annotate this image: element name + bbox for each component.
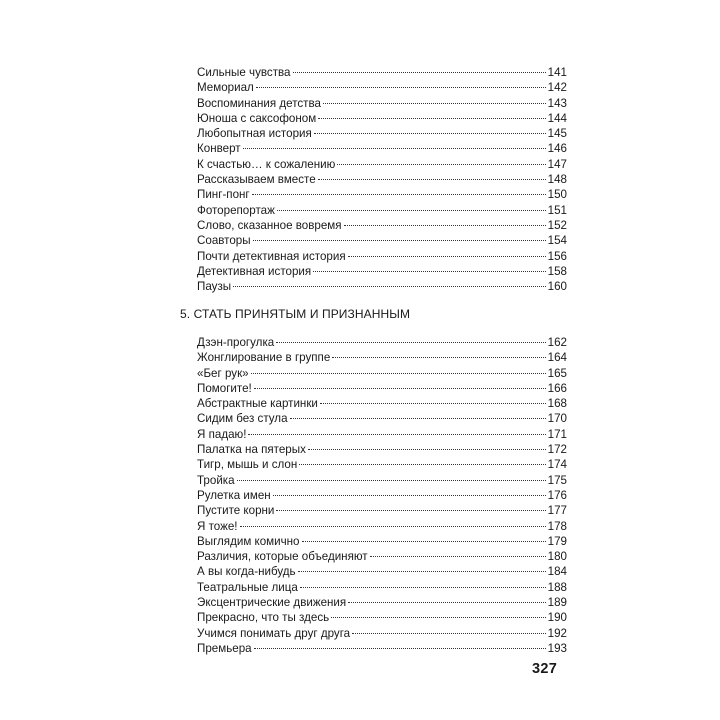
dot-leader [276,330,545,343]
toc-entry-title: Конверт [197,142,241,156]
toc-entry-title: Слово, сказанное вовремя [197,218,342,232]
toc-entry-page: 184 [547,565,567,579]
dot-leader [253,228,546,241]
toc-entry-title: Жонглирование в группе [197,351,331,365]
toc-entry-title: Рулетка имен [197,488,271,502]
dot-leader [348,590,545,603]
toc-entry-title: Дзэн-прогулка [197,336,275,349]
dot-leader [240,514,546,527]
dot-leader [314,121,546,134]
dot-leader [308,437,546,450]
toc-entry-page: 168 [547,397,567,411]
toc-entry-title: Паузы [197,280,232,294]
toc-entry-title: Помогите! [197,381,252,395]
toc-entry-title: «Бег рук» [197,366,249,380]
dot-leader [332,345,545,358]
toc-entry-title: Я тоже! [197,519,238,533]
dot-leader [348,244,546,257]
dot-leader [254,636,546,649]
toc-entry-title: Тройка [197,473,235,487]
toc-entry-page: 146 [547,142,567,156]
toc-entry-page: 160 [547,280,567,294]
dot-leader [277,198,546,211]
dot-leader [344,213,546,226]
toc-entry-title: Соавторы [197,234,251,248]
toc-entry-title: Любопытная история [197,127,312,141]
toc-entry-title: Различия, которые объединяют [197,550,368,564]
toc-entry-title: Я падаю! [197,427,247,441]
dot-leader [248,422,545,435]
toc-entry-page: 170 [547,412,567,426]
toc-entry [197,277,567,292]
toc-entry-title: Фоторепортаж [197,203,275,217]
toc-entry-page: 165 [547,366,567,380]
toc-entry-page: 148 [547,173,567,187]
toc-entry-page: 177 [547,504,567,518]
toc-entry-page: 180 [547,550,567,564]
dot-leader [298,559,546,572]
dot-leader [300,575,546,588]
toc-entry-page: 143 [547,96,567,110]
toc-entry-title: Выглядим комично [197,534,300,548]
toc-list-top [197,63,567,292]
toc-entry-page: 190 [547,611,567,625]
dot-leader [320,391,546,404]
toc-entry-page: 141 [547,66,567,79]
toc-entry-title: Сидим без стула [197,412,288,426]
dot-leader [254,376,546,389]
dot-leader [243,136,546,149]
toc-list-section [197,333,567,654]
toc-entry-title: К счастью… к сожалению [197,157,336,171]
toc-entry-title: Премьера [197,641,252,655]
toc-entry-page: 154 [547,234,567,248]
toc-entry-title: Пинг-понг [197,188,250,202]
toc-entry-page: 164 [547,351,567,365]
dot-leader [251,361,546,374]
toc-entry-page: 172 [547,443,567,457]
toc-entry-page: 174 [547,458,567,472]
dot-leader [318,167,546,180]
toc-entry-title: Учимся понимать друг друга [197,626,351,640]
dot-leader [276,498,545,511]
toc-entry-page: 144 [547,111,567,125]
toc-entry-title: Пустите корни [197,504,275,518]
dot-leader [323,91,546,104]
toc-entry-title: Рассказываем вместе [197,173,316,187]
toc-entry-page: 171 [547,427,567,441]
toc-entry-page: 147 [547,157,567,171]
toc-entry-page: 175 [547,473,567,487]
page-number: 327 [532,661,558,677]
toc-entry-page: 156 [547,249,567,263]
toc-entry-page: 192 [547,626,567,640]
toc-entry-page: 150 [547,188,567,202]
toc-entry-page: 162 [547,336,567,349]
toc-entry-page: 142 [547,81,567,95]
toc-entry-page: 152 [547,218,567,232]
toc-entry-page: 188 [547,580,567,594]
dot-leader [293,60,546,73]
toc-entry-page: 179 [547,534,567,548]
toc-entry [197,639,567,654]
dot-leader [273,483,546,496]
toc-entry-title: Эксцентрические движения [197,596,347,610]
toc-entry-title: Абстрактные картинки [197,397,318,411]
toc-entry-page: 158 [547,264,567,278]
dot-leader [299,452,545,465]
toc-entry-title: Мемориал [197,81,254,95]
dot-leader [313,259,546,272]
section-heading: 5. СТАТЬ ПРИНЯТЫМ И ПРИЗНАННЫМ [180,307,411,321]
toc-entry-title: Театральные лица [197,580,298,594]
toc-entry-title: Юноша с саксофоном [197,111,317,125]
toc-entry-title: Воспоминания детства [197,96,321,110]
toc-entry-page: 145 [547,127,567,141]
toc-entry-page: 193 [547,641,567,655]
dot-leader [302,529,546,542]
dot-leader [290,406,546,419]
toc-entry-page: 189 [547,596,567,610]
toc-entry-title: Палатка на пятерых [197,443,306,457]
dot-leader [237,468,546,481]
toc-entry-page: 176 [547,488,567,502]
dot-leader [331,605,546,618]
dot-leader [370,544,546,557]
dot-leader [337,152,545,165]
dot-leader [352,621,546,634]
toc-entry-title: А вы когда-нибудь [197,565,296,579]
toc-entry-title: Детективная история [197,264,312,278]
toc-entry-page: 151 [547,203,567,217]
dot-leader [318,106,545,119]
toc-entry-title: Прекрасно, что ты здесь [197,611,330,625]
toc-entry-title: Сильные чувства [197,66,291,79]
toc-entry-page: 178 [547,519,567,533]
dot-leader [256,75,546,88]
toc-entry-title: Тигр, мышь и слон [197,458,298,472]
toc-entry-title: Почти детективная история [197,249,346,263]
dot-leader [252,182,546,195]
dot-leader [233,274,546,287]
toc-entry-page: 166 [547,381,567,395]
